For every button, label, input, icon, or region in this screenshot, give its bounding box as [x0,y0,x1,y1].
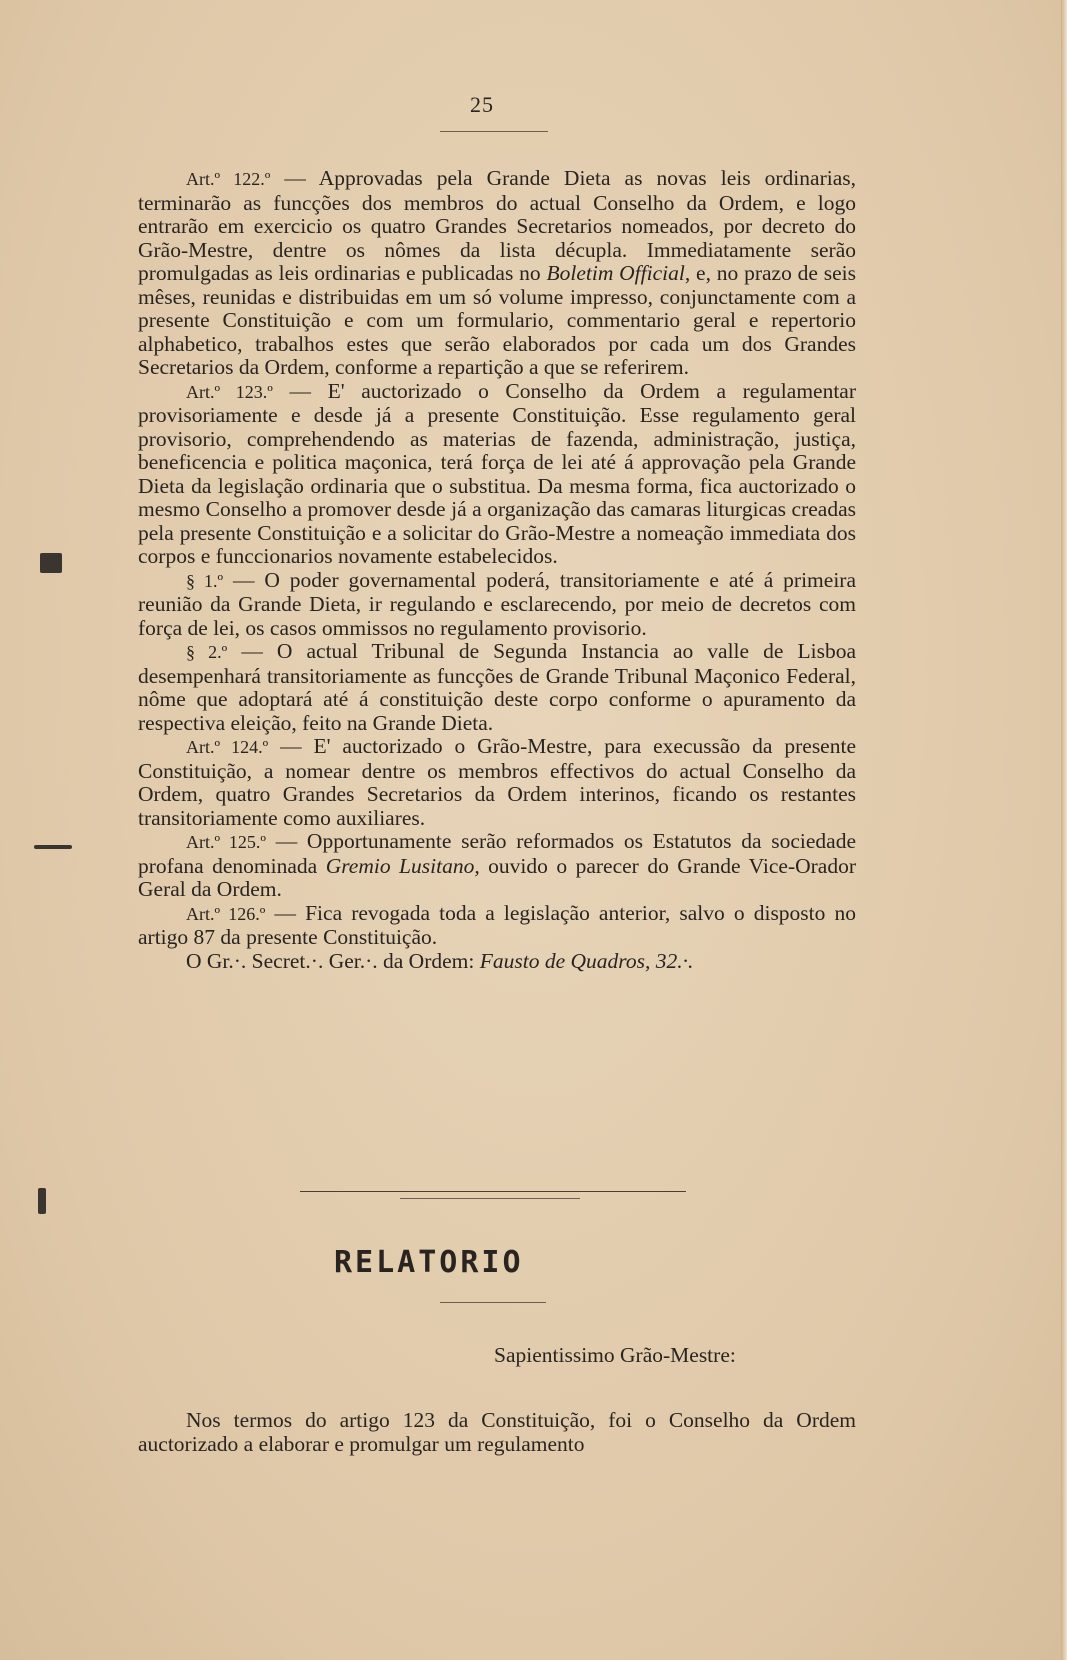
report-body [138,1408,856,1456]
top-rule [440,131,548,132]
section-divider [300,1191,686,1192]
article-123-paragraph-2: § 2.º — O actual Tribunal de Segunda Instancia ao valle de Lisboa desempenhará transitoriamente as funcções de Grande Tribunal Maçonico Federal, nôme que adoptará até á constituição deste corpo conforme o apuramento da respectiva eleição, feito na Grande Dieta. [138,639,857,735]
heading-rule [440,1302,546,1303]
constitution-articles [138,167,856,973]
signature-line: O Gr.·. Secret.·. Ger.·. da Ordem: Fausto de Quadros, 32.·. [186,948,694,973]
margin-mark-2 [34,845,72,849]
page-number: 25 [470,92,494,117]
page-edge [1061,0,1067,1660]
signature-name: Fausto de Quadros, 32.·. [479,948,694,973]
section-divider-short [400,1198,580,1199]
article-124: Art.º 124.º — E' auctorizado o Grão-Mestre, para execussão da presente Constituição, a nomear dentre os membros effectivos do actual Conselho da Ordem, quatro Grandes Secretarios da Ordem interinos, ficando os restantes transitoriamente como auxiliares. [138,734,856,830]
salutation: Sapientissimo Grão-Mestre: [494,1343,736,1367]
article-123-paragraph-1: § 1.º — O poder governamental poderá, transitoriamente e até á primeira reunião da Grande Dieta, ir regulando e esclarecendo, por meio de decretos com força de lei, os casos ommissos no regulamento provisorio. [138,567,856,640]
report-paragraph: Nos termos do artigo 123 da Constituição, foi o Conselho da Ordem auctorizado a elaborar e promulgar um regulamento [138,1408,856,1456]
margin-mark-1 [40,553,62,573]
article-122: Art.º 122.º — Approvadas pela Grande Dieta as novas leis ordinarias, terminarão as funcções dos membros do actual Conselho da Ordem, e logo entrarão em exercicio os quatro Grandes Secretarios nomeados, por decreto do Grão-Mestre, dentre os nômes da lista décupla. Immediatamente serão promulgadas as leis ordinarias e publicadas no Boletim Official, e, no prazo de seis mêses, reunidas e distribuidas em um só volume impresso, conjunctamente com a presente Constituição e com um formulario, commentario geral e repertorio alphabetico, trabalhos estes que serão elaborados por cada um dos Grandes Secretarios da Ordem, conforme a repartição a que se referirem. [138,166,856,379]
article-126: Art.º 126.º — Fica revogada toda a legislação anterior, salvo o disposto no artigo 87 da presente Constituição. [138,900,857,949]
article-125: Art.º 125.º — Opportunamente serão reformados os Estatutos da sociedade profana denominada Gremio Lusitano, ouvido o parecer do Grande Vice-Orador Geral da Ordem. [138,829,856,901]
section-heading: RELATORIO [334,1245,524,1280]
article-123: Art.º 123.º — E' auctorizado o Conselho da Ordem a regulamentar provisoriamente e desde já a presente Constituição. Esse regulamento geral provisorio, comprehendendo as materias de fazenda, administração, justiça, beneficencia e politica maçonica, terá força de lei até á approvação pela Grande Dieta da legislação ordinaria que o substitua. Da mesma forma, fica auctorizado o mesmo Conselho a promover desde já a organização das camaras liturgicas creadas pela presente Constituição e a solicitar do Grão-Mestre a nomeação immediata dos corpos e funccionarios novamente estabelecidos. [138,378,857,568]
margin-mark-3 [38,1188,46,1214]
